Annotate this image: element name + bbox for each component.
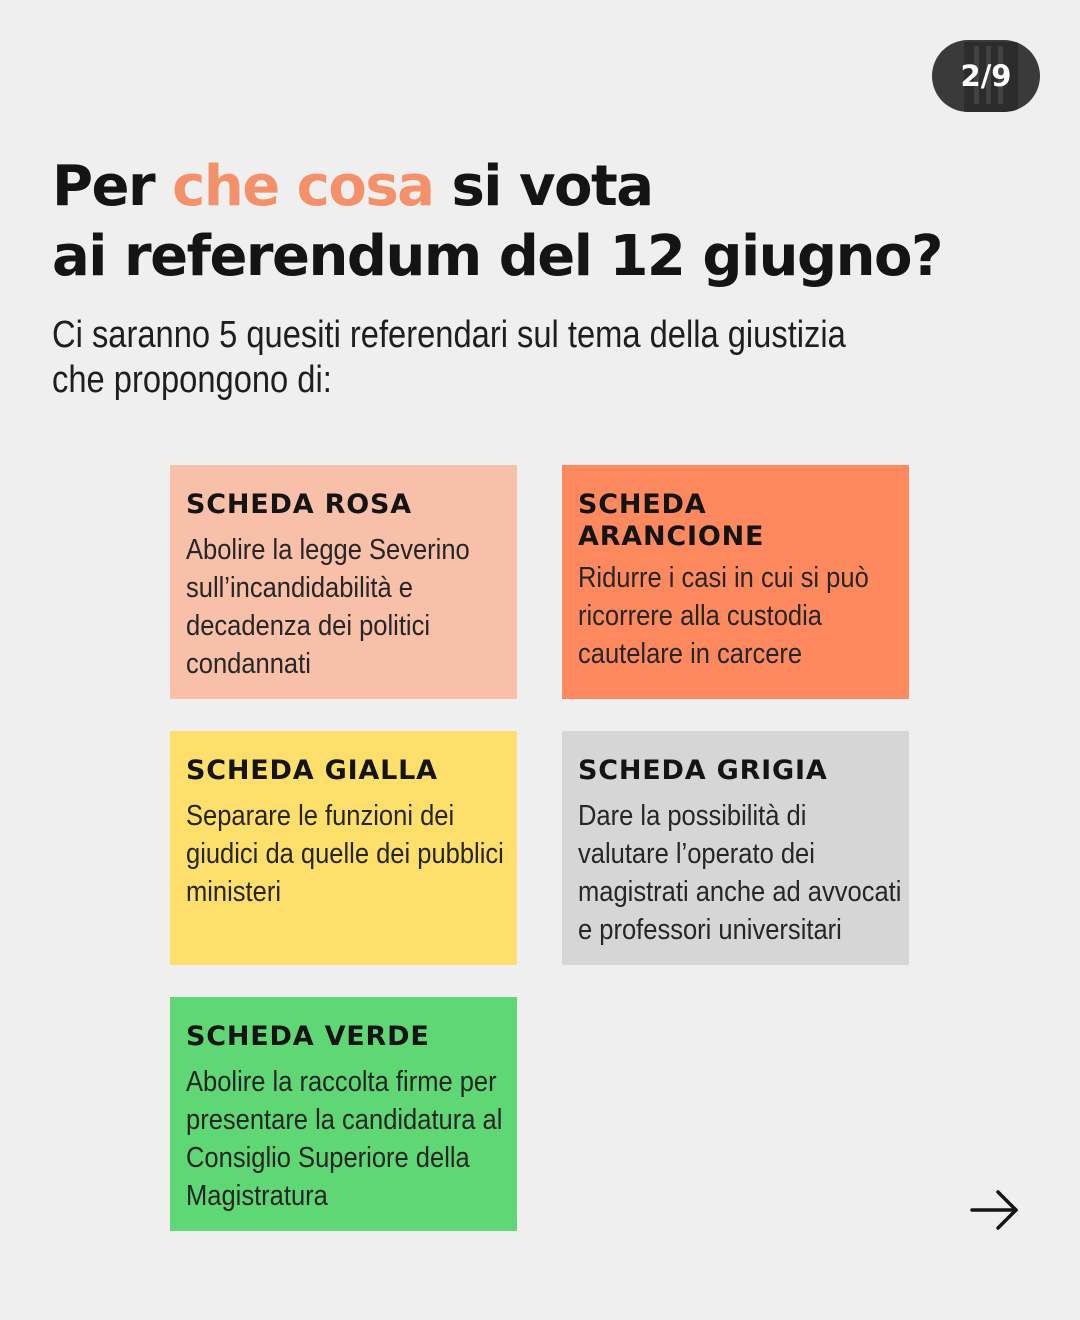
card-description: Separare le funzioni dei giudici da quelle dei pubblici ministeri [186, 800, 504, 908]
card-title-line-1: SCHEDA [578, 489, 707, 520]
page-subtitle [52, 313, 929, 403]
page-counter: 2/9 [960, 59, 1012, 93]
card-title [578, 489, 893, 553]
card-description: Dare la possibilità di valutare l’operato dei magistrati anche ad avvocati e professori universitari [578, 800, 902, 946]
subtitle-line-2: che propongono di: [52, 359, 332, 401]
card-description: Abolire la raccolta firme per presentare la candidatura al Consiglio Superiore della Magistratura [186, 1066, 503, 1212]
arrow-right-icon[interactable] [968, 1186, 1022, 1234]
title-part-2: si vota [433, 154, 653, 219]
card-title: SCHEDA GIALLA [186, 755, 438, 786]
card-description: Abolire la legge Severino sull’incandidabilità e decadenza dei politici condannati [186, 534, 470, 680]
page-indicator-badge [932, 40, 1040, 112]
card-scheda-arancione [562, 465, 909, 699]
title-line-2: ai referendum del 12 giugno? [52, 224, 942, 289]
card-scheda-gialla [170, 731, 517, 965]
card-title: SCHEDA VERDE [186, 1021, 430, 1052]
card-scheda-grigia [562, 731, 909, 965]
card-scheda-verde [170, 997, 517, 1231]
card-title: SCHEDA GRIGIA [578, 755, 828, 786]
subtitle-line-1: Ci saranno 5 quesiti referendari sul tema della giustizia [52, 314, 846, 356]
page-title [52, 152, 942, 292]
card-title-line-2: ARANCIONE [578, 521, 765, 552]
title-accent: che cosa [172, 154, 434, 219]
card-title: SCHEDA ROSA [186, 489, 412, 520]
title-part-1: Per [52, 154, 173, 219]
card-description: Ridurre i casi in cui si può ricorrere alla custodia cautelare in carcere [578, 562, 869, 670]
card-scheda-rosa [170, 465, 517, 699]
